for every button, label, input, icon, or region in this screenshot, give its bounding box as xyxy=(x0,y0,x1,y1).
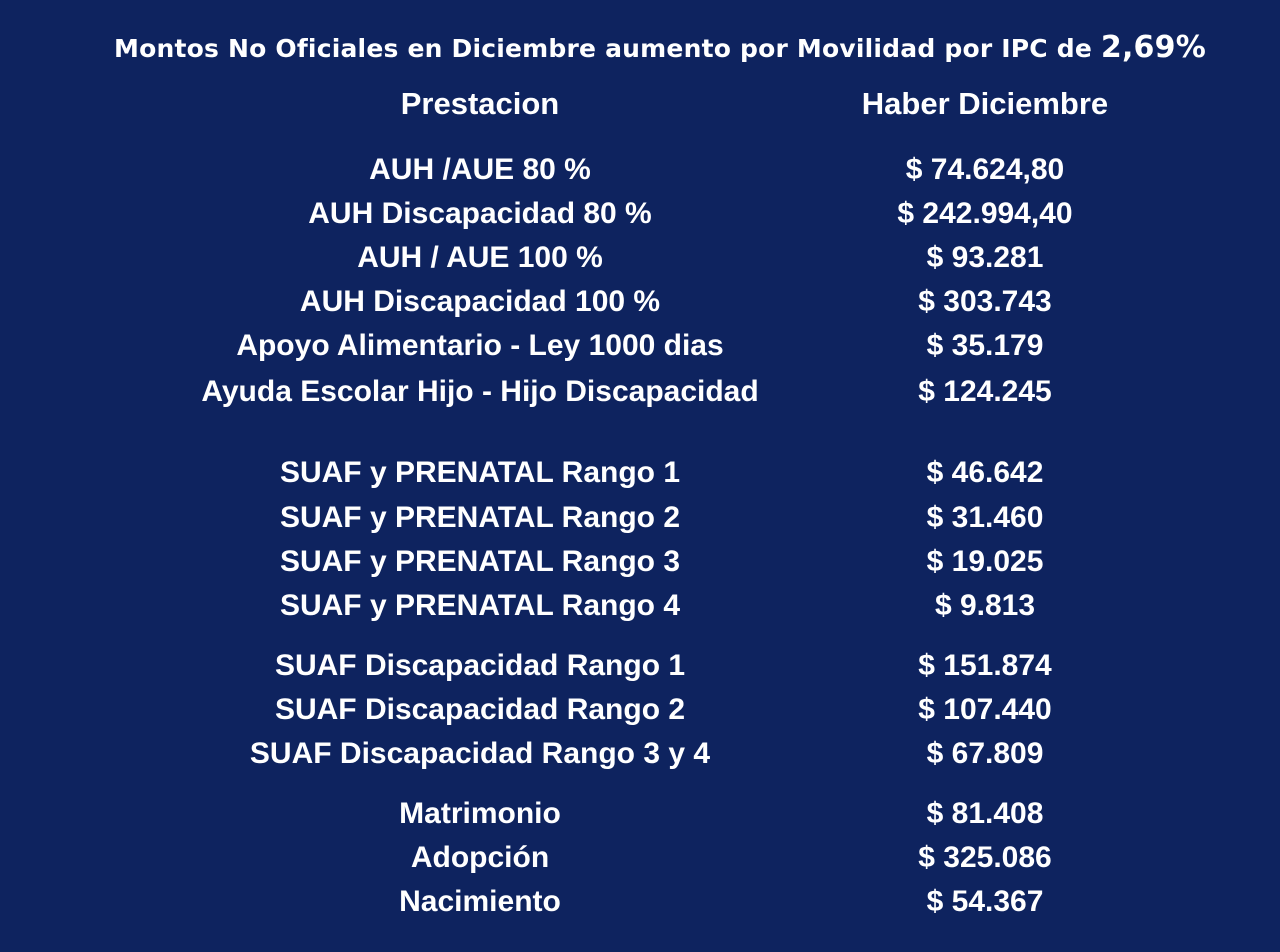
table-row xyxy=(0,236,1280,280)
row-label: SUAF Discapacidad Rango 1 xyxy=(274,649,686,682)
row-label: AUH /AUE 80 % xyxy=(369,153,591,186)
table-row xyxy=(0,192,1280,236)
page-title xyxy=(0,30,1280,65)
row-value: $ 93.281 xyxy=(926,241,1044,274)
row-label: SUAF y PRENATAL Rango 1 xyxy=(279,456,681,489)
row-value: $ 9.813 xyxy=(934,589,1036,622)
row-value: $ 35.179 xyxy=(926,329,1044,362)
row-value: $ 325.086 xyxy=(918,841,1052,874)
row-label: AUH / AUE 100 % xyxy=(357,241,603,274)
table-row xyxy=(0,451,1280,495)
table-row xyxy=(0,836,1280,880)
row-value: $ 151.874 xyxy=(918,649,1052,682)
row-value: $ 67.809 xyxy=(926,737,1044,770)
title-percentage: 2,69% xyxy=(1100,30,1206,65)
row-label: SUAF y PRENATAL Rango 2 xyxy=(279,501,681,534)
row-label: AUH Discapacidad 80 % xyxy=(308,197,652,230)
table-row xyxy=(0,324,1280,368)
table-row xyxy=(0,280,1280,324)
row-label: SUAF y PRENATAL Rango 3 xyxy=(279,545,681,578)
row-value: $ 124.245 xyxy=(918,375,1052,408)
header-prestacion: Prestacion xyxy=(400,86,560,121)
row-value: $ 242.994,40 xyxy=(897,197,1073,230)
row-value: $ 31.460 xyxy=(926,501,1044,534)
table-row xyxy=(0,792,1280,836)
table-row xyxy=(0,496,1280,540)
table-row xyxy=(0,732,1280,776)
row-label: SUAF Discapacidad Rango 2 xyxy=(274,693,686,726)
row-label: Matrimonio xyxy=(399,797,561,830)
row-value: $ 54.367 xyxy=(926,885,1044,918)
table-row xyxy=(0,540,1280,584)
row-label: Apoyo Alimentario - Ley 1000 dias xyxy=(236,329,724,362)
table-row xyxy=(0,370,1280,414)
row-value: $ 81.408 xyxy=(926,797,1044,830)
row-label: SUAF y PRENATAL Rango 4 xyxy=(279,589,681,622)
row-label: Ayuda Escolar Hijo - Hijo Discapacidad xyxy=(201,375,759,408)
row-value: $ 19.025 xyxy=(926,545,1044,578)
row-label: AUH Discapacidad 100 % xyxy=(299,285,661,318)
row-value: $ 46.642 xyxy=(926,456,1044,489)
row-value: $ 303.743 xyxy=(918,285,1052,318)
row-label: Nacimiento xyxy=(399,885,561,918)
table-row xyxy=(0,644,1280,688)
table-row xyxy=(0,688,1280,732)
row-value: $ 74.624,80 xyxy=(905,153,1065,186)
table-row xyxy=(0,148,1280,192)
title-text: Montos No Oficiales en Diciembre aumento por Movilidad por IPC de xyxy=(114,34,1101,63)
row-value: $ 107.440 xyxy=(918,693,1052,726)
table-row xyxy=(0,584,1280,628)
header-haber-diciembre: Haber Diciembre xyxy=(861,86,1109,121)
row-label: Adopción xyxy=(410,841,550,874)
row-label: SUAF Discapacidad Rango 3 y 4 xyxy=(249,737,711,770)
table-row xyxy=(0,880,1280,924)
